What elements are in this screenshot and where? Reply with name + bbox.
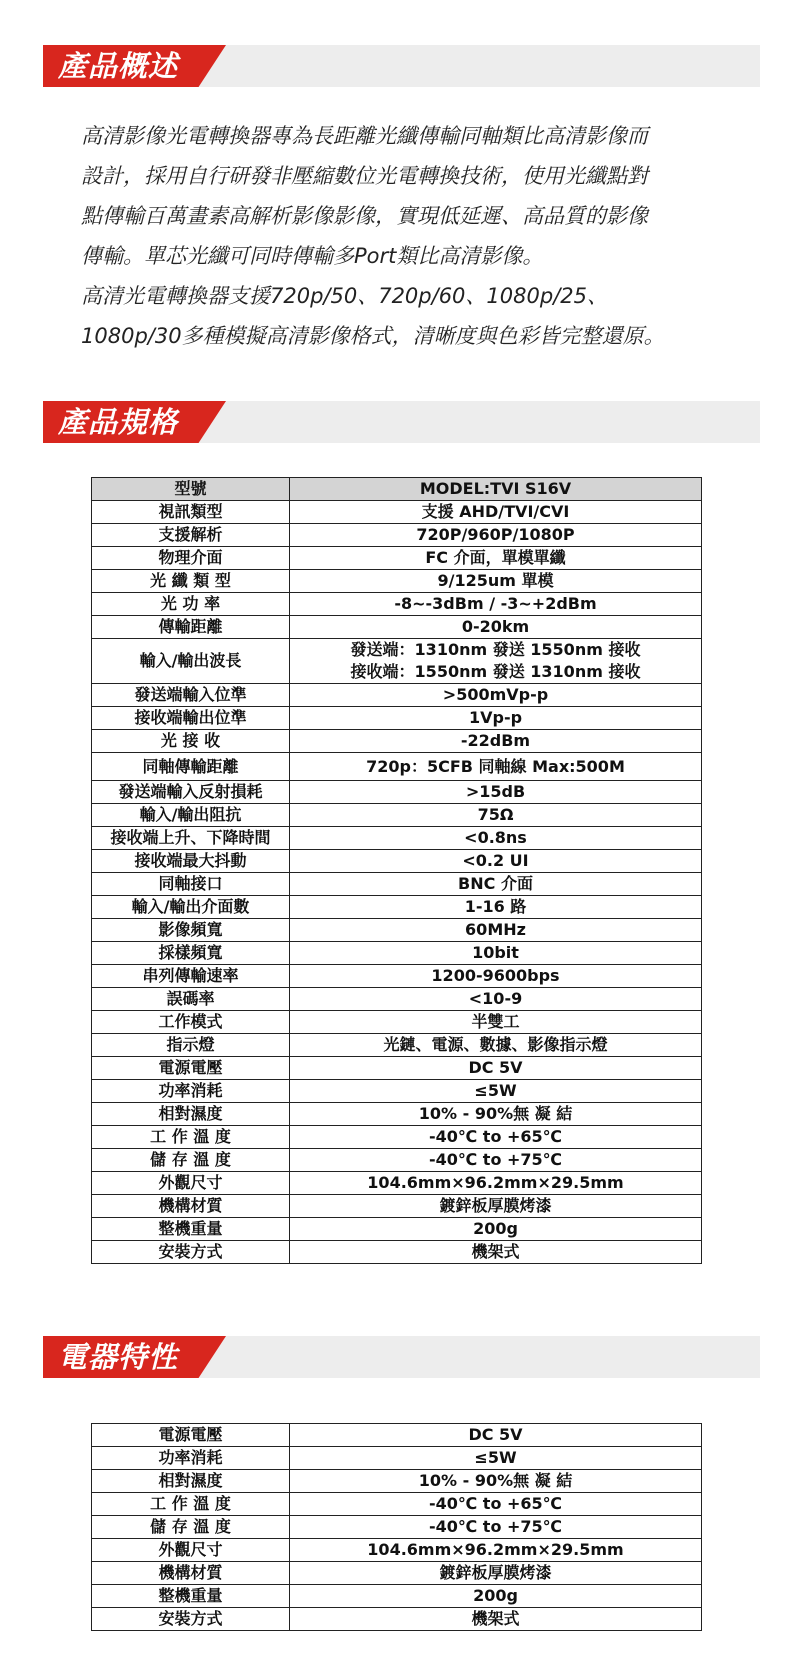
spec-label: 整機重量: [92, 1218, 290, 1241]
spec-value: ≤5W: [290, 1447, 702, 1470]
table-row: [92, 570, 702, 593]
section-header-spec: [43, 401, 760, 443]
spec-label: 視訊類型: [92, 501, 290, 524]
description-line: 點傳輸百萬畫素高解析影像影像，實現低延遲、高品質的影像: [81, 204, 648, 228]
table-row: [92, 919, 702, 942]
spec-label: 外觀尺寸: [92, 1172, 290, 1195]
table-row: [92, 1218, 702, 1241]
spec-value: 10% - 90%無 凝 結: [290, 1103, 702, 1126]
spec-value-line: 接收端：1550nm 發送 1310nm 接收: [350, 662, 641, 681]
table-row: [92, 1447, 702, 1470]
description-line: 高清光電轉換器支援720p/50、720p/60、1080p/25、: [81, 284, 608, 308]
table-row: [92, 827, 702, 850]
table-row: [92, 1149, 702, 1172]
spec-label: 物理介面: [92, 547, 290, 570]
spec-value: 光鏈、電源、數據、影像指示燈: [290, 1034, 702, 1057]
spec-label: 電源電壓: [92, 1057, 290, 1080]
spec-value: 半雙工: [290, 1011, 702, 1034]
section-title-electrical: 電器特性: [58, 1340, 179, 1374]
spec-value: [290, 639, 702, 684]
spec-value: -40℃ to +75℃: [290, 1516, 702, 1539]
table-row: [92, 1195, 702, 1218]
spec-label: 光 功 率: [92, 593, 290, 616]
table-row: [92, 1172, 702, 1195]
description-line: 高清影像光電轉換器專為長距離光纖傳輸同軸類比高清影像而: [81, 124, 648, 148]
spec-label: 接收端最大抖動: [92, 850, 290, 873]
spec-label: 相對濕度: [92, 1103, 290, 1126]
spec-label: 輸入/輸出介面數: [92, 896, 290, 919]
table-row: [92, 965, 702, 988]
table-row: [92, 547, 702, 570]
description-line: 傳輸。單芯光纖可同時傳輸多Port類比高清影像。: [81, 244, 544, 268]
spec-value: 9/125um 單模: [290, 570, 702, 593]
table-row: [92, 1424, 702, 1447]
table-row: [92, 524, 702, 547]
spec-value: -8~-3dBm / -3~+2dBm: [290, 593, 702, 616]
spec-label: 同軸接口: [92, 873, 290, 896]
table-row: [92, 753, 702, 781]
spec-value: 支援 AHD/TVI/CVI: [290, 501, 702, 524]
description-line: 1080p/30多種模擬高清影像格式，清晰度與色彩皆完整還原。: [81, 324, 665, 348]
spec-label: 同軸傳輸距離: [92, 753, 290, 781]
table-row: [92, 850, 702, 873]
section-header-overview: [43, 45, 760, 87]
table-row: [92, 639, 702, 684]
spec-label: 功率消耗: [92, 1080, 290, 1103]
spec-label: 輸入/輸出阻抗: [92, 804, 290, 827]
section-title-spec: 產品規格: [58, 405, 179, 439]
spec-value-line: 發送端：1310nm 發送 1550nm 接收: [350, 640, 641, 659]
table-row: [92, 1562, 702, 1585]
spec-label: 指示燈: [92, 1034, 290, 1057]
table-row: [92, 684, 702, 707]
spec-label: 電源電壓: [92, 1424, 290, 1447]
table-row: [92, 1493, 702, 1516]
spec-value: ≤5W: [290, 1080, 702, 1103]
description-line: 設計，採用自行研發非壓縮數位光電轉換技術，使用光纖點對: [81, 164, 648, 188]
spec-label: 儲 存 溫 度: [92, 1149, 290, 1172]
table-row: [92, 593, 702, 616]
spec-label: 發送端輸入位準: [92, 684, 290, 707]
table-header-row: [92, 478, 702, 501]
electrical-table: [91, 1423, 702, 1631]
spec-value: DC 5V: [290, 1424, 702, 1447]
spec-label: 外觀尺寸: [92, 1539, 290, 1562]
spec-label: 接收端輸出位準: [92, 707, 290, 730]
table-row: [92, 1241, 702, 1264]
product-description: [81, 116, 761, 356]
spec-value: 1-16 路: [290, 896, 702, 919]
spec-value: 10bit: [290, 942, 702, 965]
spec-value: <0.2 UI: [290, 850, 702, 873]
table-row: [92, 1608, 702, 1631]
spec-value: -22dBm: [290, 730, 702, 753]
spec-value: 75Ω: [290, 804, 702, 827]
table-row: [92, 873, 702, 896]
spec-value: 鍍鋅板厚膜烤漆: [290, 1562, 702, 1585]
spec-value: 720p：5CFB 同軸線 Max:500M: [290, 753, 702, 781]
spec-label: 機構材質: [92, 1562, 290, 1585]
spec-value: <0.8ns: [290, 827, 702, 850]
spec-label: 安裝方式: [92, 1241, 290, 1264]
spec-value: 鍍鋅板厚膜烤漆: [290, 1195, 702, 1218]
table-row: [92, 896, 702, 919]
spec-label: 光 纖 類 型: [92, 570, 290, 593]
spec-value: 200g: [290, 1218, 702, 1241]
table-row: [92, 781, 702, 804]
model-label: 型號: [92, 478, 290, 501]
spec-value: -40℃ to +65℃: [290, 1493, 702, 1516]
table-row: [92, 1080, 702, 1103]
table-row: [92, 501, 702, 524]
spec-value: 720P/960P/1080P: [290, 524, 702, 547]
section-header-electrical: [43, 1336, 760, 1378]
table-row: [92, 1103, 702, 1126]
spec-value: 1200-9600bps: [290, 965, 702, 988]
table-row: [92, 1585, 702, 1608]
spec-label: 光 接 收: [92, 730, 290, 753]
spec-value: 104.6mm×96.2mm×29.5mm: [290, 1539, 702, 1562]
spec-value: 機架式: [290, 1241, 702, 1264]
table-row: [92, 1516, 702, 1539]
table-row: [92, 942, 702, 965]
table-row: [92, 1057, 702, 1080]
table-row: [92, 1470, 702, 1493]
table-row: [92, 1126, 702, 1149]
spec-value: -40℃ to +65℃: [290, 1126, 702, 1149]
spec-label: 功率消耗: [92, 1447, 290, 1470]
spec-label: 支援解析: [92, 524, 290, 547]
spec-label: 輸入/輸出波長: [92, 639, 290, 684]
table-row: [92, 707, 702, 730]
spec-value: 機架式: [290, 1608, 702, 1631]
spec-label: 儲 存 溫 度: [92, 1516, 290, 1539]
spec-label: 工作模式: [92, 1011, 290, 1034]
spec-label: 工 作 溫 度: [92, 1126, 290, 1149]
table-row: [92, 730, 702, 753]
spec-label: 相對濕度: [92, 1470, 290, 1493]
spec-value: DC 5V: [290, 1057, 702, 1080]
spec-value: FC 介面，單模單纖: [290, 547, 702, 570]
table-row: [92, 988, 702, 1011]
spec-label: 整機重量: [92, 1585, 290, 1608]
spec-value: <10-9: [290, 988, 702, 1011]
spec-label: 發送端輸入反射損耗: [92, 781, 290, 804]
table-row: [92, 804, 702, 827]
spec-value: -40℃ to +75℃: [290, 1149, 702, 1172]
spec-value: 104.6mm×96.2mm×29.5mm: [290, 1172, 702, 1195]
spec-label: 採樣頻寬: [92, 942, 290, 965]
table-row: [92, 1539, 702, 1562]
spec-value: 0-20km: [290, 616, 702, 639]
spec-table: [91, 477, 702, 1264]
table-row: [92, 1011, 702, 1034]
spec-value: >15dB: [290, 781, 702, 804]
spec-value: 1Vp-p: [290, 707, 702, 730]
spec-label: 傳輸距離: [92, 616, 290, 639]
spec-label: 誤碼率: [92, 988, 290, 1011]
spec-value: 10% - 90%無 凝 結: [290, 1470, 702, 1493]
spec-value: 60MHz: [290, 919, 702, 942]
spec-label: 串列傳輸速率: [92, 965, 290, 988]
model-value: MODEL:TVI S16V: [290, 478, 702, 501]
spec-label: 安裝方式: [92, 1608, 290, 1631]
table-row: [92, 1034, 702, 1057]
spec-value: >500mVp-p: [290, 684, 702, 707]
spec-label: 影像頻寬: [92, 919, 290, 942]
spec-label: 機構材質: [92, 1195, 290, 1218]
table-row: [92, 616, 702, 639]
spec-value: BNC 介面: [290, 873, 702, 896]
spec-label: 工 作 溫 度: [92, 1493, 290, 1516]
spec-label: 接收端上升、下降時間: [92, 827, 290, 850]
spec-value: 200g: [290, 1585, 702, 1608]
section-title-overview: 產品概述: [58, 49, 179, 83]
